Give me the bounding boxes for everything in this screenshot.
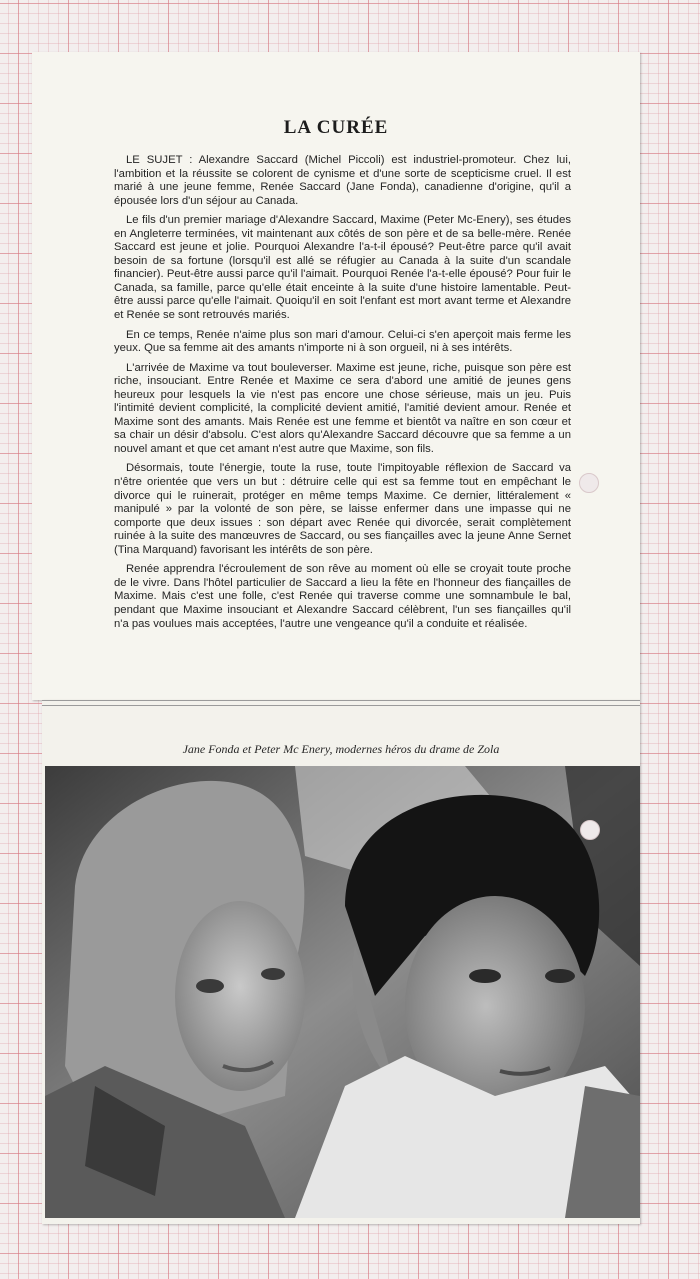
punch-hole — [579, 473, 599, 493]
paragraph-2: Le fils d'un premier mariage d'Alexandre Saccard, Maxime (Peter Mc-Enery), ses études en Angleterre terminées, vit maintenant aux côtés de son père et de sa belle-mère. Renée Saccard est jeune et jolie. Pourquoi Alexandre l'a-t-il épousé? Peut-être parce qu'il avait besoin de sa fortune (lorsqu'il est allé se réfugier au Canada à la suite d'un scandale financier). Peut-être aussi parce qu'il l'aimait. Pourquoi Renée l'a-t-elle épousé? Pour fuir le Canada, sa famille, parce qu'elle était enceinte à la suite d'une histoire lamentable. Peut-être aussi parce qu'elle l'aimait. Quoiqu'il en soit l'enfant est mort avant terme et Alexandre et Renée se sont retrouvés mariés. — [114, 214, 571, 322]
article-body — [114, 154, 571, 637]
paragraph-1: LE SUJET : Alexandre Saccard (Michel Piccoli) est industriel-promoteur. Chez lui, l'ambition et la réussite se colorent de cynisme et d'une sorte de scepticisme cruel. Il est marié à une jeune femme, Renée Saccard (Jane Fonda), canadienne d'origine, qu'il a épousée lors d'un séjour au Canada. — [114, 154, 571, 207]
photo-caption: Jane Fonda et Peter Mc Enery, modernes héros du drame de Zola — [182, 742, 500, 756]
divider-rule — [42, 700, 640, 706]
paragraph-3: En ce temps, Renée n'aime plus son mari d'amour. Celui-ci s'en aperçoit mais ferme les yeux. Que sa femme ait des amants n'importe ni à son orgueil, ni à ses intérêts. — [114, 328, 571, 355]
punch-hole — [580, 820, 600, 840]
photo-illustration — [45, 766, 640, 1218]
paragraph-6: Renée apprendra l'écroulement de son rêve au moment où elle se croyait toute proche de le vivre. Dans l'hôtel particulier de Saccard a lieu la fête en l'honneur des fiançailles de Maxime. Mais c'est une folle, c'est Renée qui traverse comme une somnambule le bal, pendant que Maxime insouciant et Alexandre Saccard célèbrent, l'un ses fiançailles qu'il n'a pas voulues mais acceptées, l'autre une vengeance qu'il a conduite et réalisée. — [114, 563, 571, 630]
paragraph-5: Désormais, toute l'énergie, toute la ruse, toute l'impitoyable réflexion de Saccard va n'être orientée que vers un but : détruire celle qui est sa femme tout en empêchant le divorce qui le ruinerait, protéger en même temps Maxime. Ce dernier, littéralement « manipulé » par la volonté de son père, se laisse enfermer dans une impasse qui ne comporte que deux issues : son départ avec Renée qui divorcée, serait complètement ruinée à la suite des manœuvres de Saccard, ou ses fiançailles avec la jeune Anne Sernet (Tina Marquand) favorisant les intérêts de son père. — [114, 462, 571, 556]
article-title: LA CURÉE — [283, 117, 389, 138]
film-still-photo — [45, 766, 640, 1218]
paragraph-4: L'arrivée de Maxime va tout bouleverser. Maxime est jeune, riche, puisque son père est riche, insouciant. Entre Renée et Maxime ce sera d'abord une amitié de jeunes gens heureux pour lesquels la vie n'est pas encore une chose sérieuse, mais un jeu. Puis l'intimité devient complicité, la complicité devient amitié, l'amitié devient amour. Renée et Maxime sont des amants. Mais Renée est une femme et bientôt va naître en son cœur et sa chair un désir d'absolu. C'est alors qu'Alexandre Saccard découvre que sa femme a un nouvel amant et que cet amant n'est autre que Maxime, son fils. — [114, 361, 571, 455]
